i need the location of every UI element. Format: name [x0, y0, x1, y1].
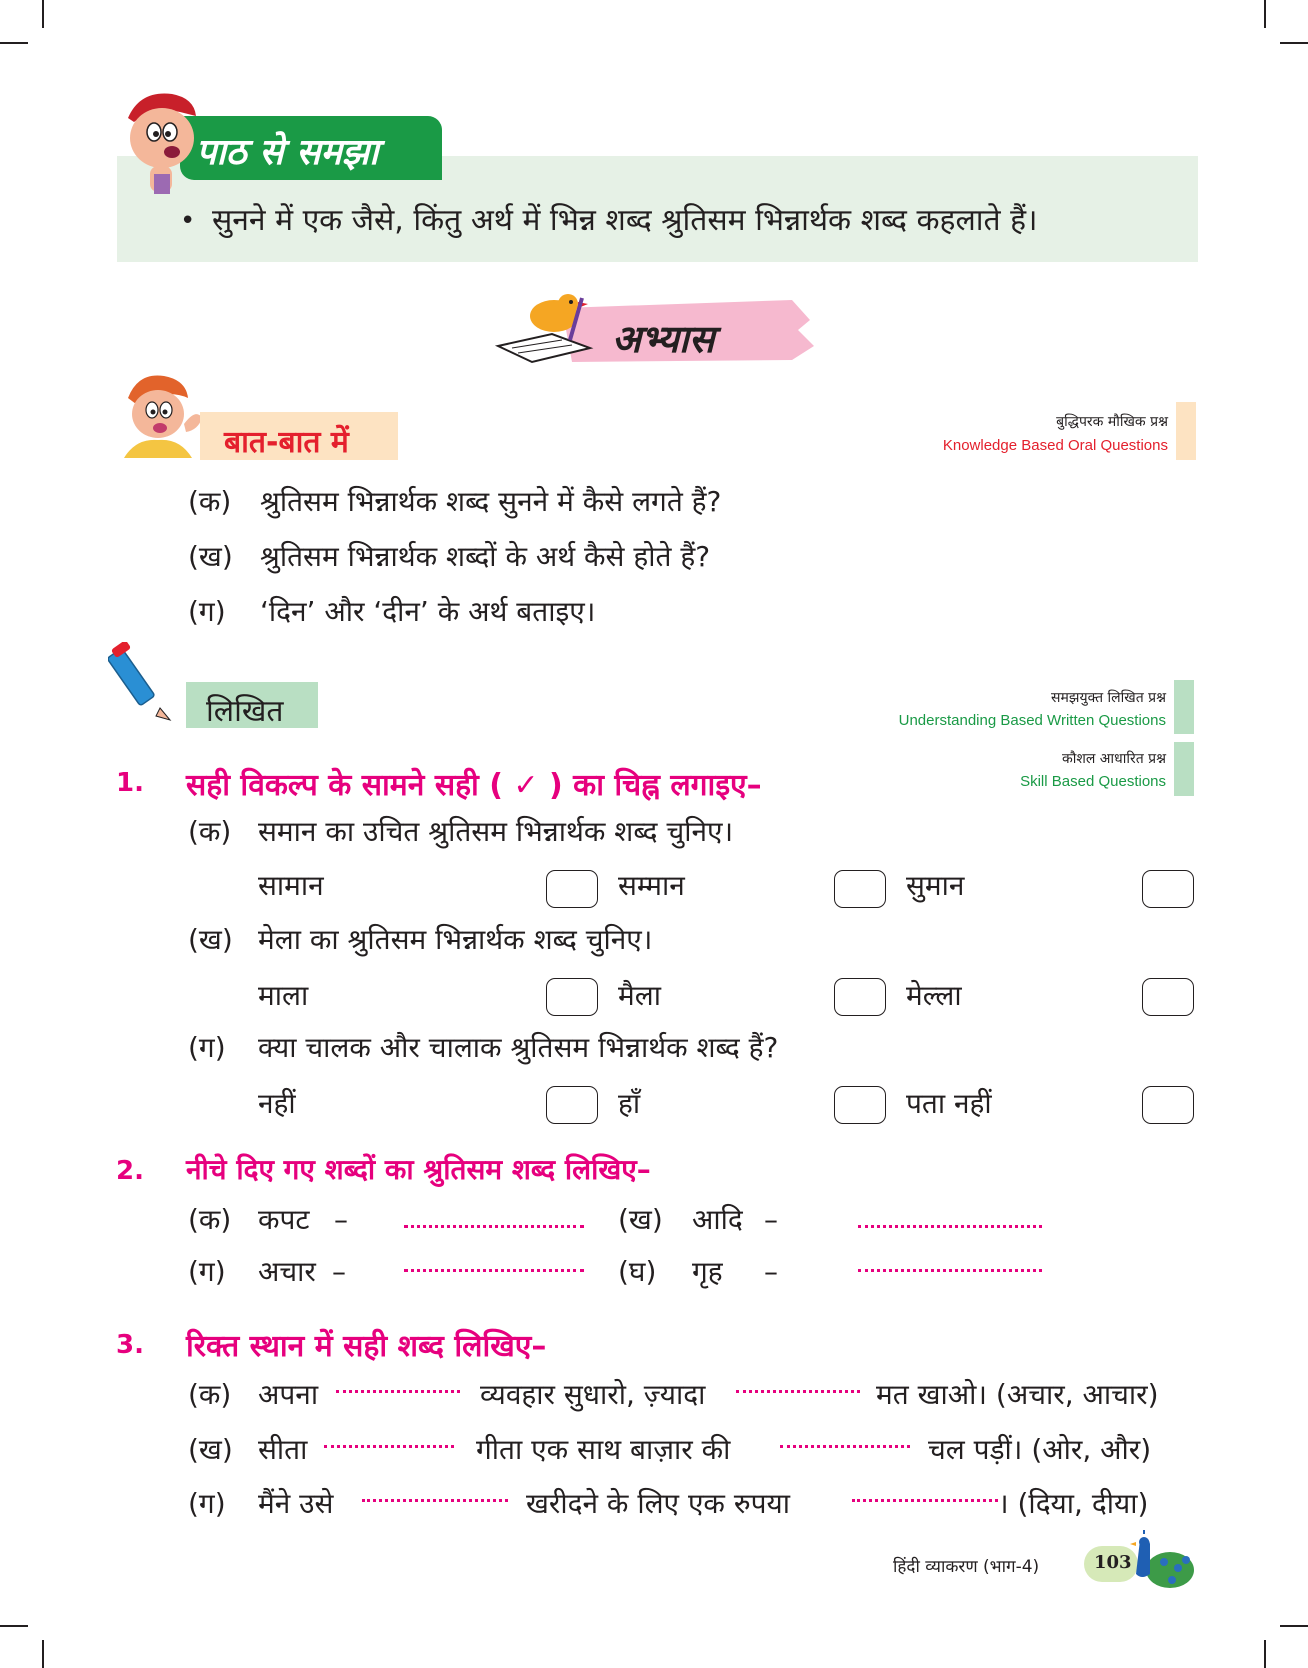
checkbox[interactable] [546, 870, 598, 908]
answer-blank[interactable] [736, 1387, 860, 1393]
boy-thinking-icon [110, 82, 210, 197]
option-label: मैला [618, 979, 661, 1012]
checkbox[interactable] [1142, 870, 1194, 908]
likhit-tag-bar-1 [1174, 680, 1194, 734]
checkbox[interactable] [546, 1086, 598, 1124]
answer-blank[interactable] [852, 1496, 998, 1502]
checkbox[interactable] [834, 1086, 886, 1124]
page-number: 103 [1094, 1552, 1132, 1573]
q3-item-label: (ग) [188, 1487, 226, 1520]
answer-blank[interactable] [858, 1266, 1042, 1272]
q3-part: खरीदने के लिए एक रुपया [526, 1487, 790, 1520]
answer-blank[interactable] [780, 1442, 910, 1448]
samjha-title: पाठ से समझा [196, 132, 379, 173]
samjha-text: सुनने में एक जैसे, किंतु अर्थ में भिन्न शब्द श्रुतिसम भिन्नार्थक शब्द कहलाते हैं। [212, 203, 1038, 238]
baat-title: बात-बात में [224, 425, 349, 460]
option-label: नहीं [258, 1087, 296, 1120]
baat-q-label: (ख) [188, 540, 233, 573]
answer-blank[interactable] [362, 1496, 508, 1502]
q2-dash: – [764, 1255, 778, 1288]
q3-part: गीता एक साथ बाज़ार की [476, 1433, 731, 1466]
q2-item-label: (ख) [618, 1203, 663, 1236]
baat-q-label: (क) [188, 485, 232, 518]
footer-book-title: हिंदी व्याकरण (भाग-4) [893, 1557, 1040, 1577]
q2-item-label: (घ) [618, 1255, 657, 1288]
crop-mark [1264, 0, 1266, 28]
checkbox[interactable] [834, 978, 886, 1016]
q2-word: कपट [258, 1203, 310, 1236]
baat-tag-bar [1176, 402, 1196, 460]
crop-mark [1280, 1625, 1308, 1627]
q2-dash: – [764, 1203, 778, 1236]
q3-part: सीता [258, 1433, 308, 1466]
q3-part: । (दिया, दीया) [998, 1487, 1149, 1520]
baat-q-text: श्रुतिसम भिन्नार्थक शब्द सुनने में कैसे लगते हैं? [260, 485, 722, 518]
answer-blank[interactable] [336, 1387, 460, 1393]
q3-part: मैंने उसे [258, 1487, 334, 1520]
abhyas-title: अभ्यास [612, 317, 715, 361]
q1-item-text: समान का उचित श्रुतिसम भिन्नार्थक शब्द चुनिए। [258, 815, 734, 848]
baat-q-text: ‘दिन’ और ‘दीन’ के अर्थ बताइए। [260, 595, 596, 628]
q2-item-label: (ग) [188, 1255, 226, 1288]
baat-q-text: श्रुतिसम भिन्नार्थक शब्दों के अर्थ कैसे होते हैं? [260, 540, 711, 573]
baat-tag-english: Knowledge Based Oral Questions [942, 437, 1168, 454]
option-label: हाँ [618, 1087, 641, 1120]
answer-blank[interactable] [404, 1266, 584, 1272]
q2-number: 2. [116, 1156, 144, 1186]
option-label: सुमान [906, 869, 965, 902]
q3-title: रिक्त स्थान में सही शब्द लिखिए– [186, 1329, 547, 1364]
option-label: मेल्ला [906, 979, 962, 1012]
q1-title: सही विकल्प के सामने सही ( ✓ ) का चिह्न लगाइए– [186, 768, 762, 803]
checkbox[interactable] [834, 870, 886, 908]
q2-word: अचार [258, 1255, 316, 1288]
likhit-tag-bar-2 [1174, 742, 1194, 796]
likhit-tag2-english: Skill Based Questions [1020, 773, 1166, 790]
checkbox[interactable] [546, 978, 598, 1016]
q1-item-label: (क) [188, 815, 232, 848]
q1-item-label: (ग) [188, 1031, 226, 1064]
q1-item-text: मेला का श्रुतिसम भिन्नार्थक शब्द चुनिए। [258, 923, 653, 956]
baat-tag-hindi: बुद्धिपरक मौखिक प्रश्न [1056, 414, 1168, 430]
boy-waving-icon [116, 368, 206, 458]
q2-dash: – [334, 1203, 348, 1236]
answer-blank[interactable] [324, 1442, 454, 1448]
option-label: माला [258, 979, 309, 1012]
option-label: पता नहीं [906, 1087, 992, 1120]
samjha-bullet: • [180, 206, 196, 236]
checkbox[interactable] [1142, 978, 1194, 1016]
q3-part: चल पड़ीं। (ओर, और) [928, 1433, 1152, 1466]
q1-item-label: (ख) [188, 923, 233, 956]
likhit-title: लिखित [206, 694, 284, 729]
crop-mark [0, 42, 28, 44]
q2-item-label: (क) [188, 1203, 232, 1236]
q3-part: मत खाओ। (अचार, आचार) [876, 1378, 1159, 1411]
crop-mark [0, 1625, 28, 1627]
likhit-tag1-hindi: समझयुक्त लिखित प्रश्न [1051, 690, 1166, 706]
q3-item-label: (क) [188, 1378, 232, 1411]
option-label: सम्मान [618, 869, 685, 902]
crop-mark [1280, 42, 1308, 44]
q3-part: अपना [258, 1378, 319, 1411]
crop-mark [42, 1640, 44, 1668]
q2-title: नीचे दिए गए शब्दों का श्रुतिसम शब्द लिखिए– [186, 1153, 651, 1186]
pencil-icon [108, 642, 178, 722]
q3-item-label: (ख) [188, 1433, 233, 1466]
answer-blank[interactable] [404, 1222, 584, 1228]
q2-word: गृह [692, 1255, 723, 1288]
answer-blank[interactable] [858, 1222, 1042, 1228]
q3-part: व्यवहार सुधारो, ज़्यादा [480, 1378, 706, 1411]
option-label: सामान [258, 869, 324, 902]
q1-item-text: क्या चालक और चालाक श्रुतिसम भिन्नार्थक शब्द हैं? [258, 1031, 779, 1064]
q2-word: आदि [692, 1203, 743, 1236]
likhit-tag1-english: Understanding Based Written Questions [898, 712, 1166, 729]
checkbox[interactable] [1142, 1086, 1194, 1124]
peacock-icon [1128, 1530, 1196, 1596]
q2-dash: – [332, 1255, 346, 1288]
crop-mark [1264, 1640, 1266, 1668]
crop-mark [42, 0, 44, 28]
q3-number: 3. [116, 1330, 144, 1360]
q1-number: 1. [116, 768, 144, 798]
baat-q-label: (ग) [188, 595, 226, 628]
likhit-tag2-hindi: कौशल आधारित प्रश्न [1061, 751, 1166, 767]
